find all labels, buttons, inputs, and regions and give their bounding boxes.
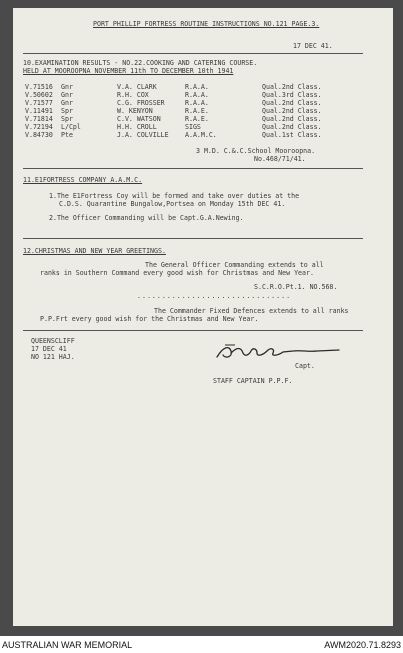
soldier-name: C.V. WATSON — [117, 115, 161, 123]
divider — [23, 53, 363, 54]
soldier-name: H.H. CROLL — [117, 123, 157, 131]
unit: R.A.A. — [185, 91, 209, 99]
document-date: 17 DEC 41. — [293, 42, 333, 50]
section-12-paragraph-2-cont: P.P.Frt every good wish for the Christmas and New Year. — [40, 315, 259, 323]
soldier-name: J.A. COLVILLE — [117, 131, 169, 139]
rank: Pte — [61, 131, 73, 139]
table-row — [13, 131, 393, 139]
signoff-rank: Capt. — [295, 362, 315, 370]
soldier-name: C.G. FROSSER — [117, 99, 165, 107]
rank: Spr — [61, 107, 73, 115]
result: Qual.2nd Class. — [262, 107, 322, 115]
result: Qual.3rd Class. — [262, 91, 322, 99]
section-11-heading: 11.E1FORTRESS COMPANY A.A.M.C. — [23, 176, 143, 184]
section-12-paragraph-1: The General Officer Commanding extends to all — [145, 261, 324, 269]
section-12-paragraph-1-cont: ranks in Southern Command every good wish for Christmas and New Year. — [40, 269, 314, 277]
unit: R.A.E. — [185, 115, 209, 123]
section-12-heading: 12.CHRISTMAS AND NEW YEAR GREETINGS. — [23, 247, 166, 255]
rank: Gnr — [61, 91, 73, 99]
result: Qual.2nd Class. — [262, 83, 322, 91]
table-row — [13, 91, 393, 99]
divider — [23, 168, 363, 169]
table-row — [13, 115, 393, 123]
divider — [23, 238, 363, 239]
course-reference: 3 M.D. C.&.C.School Mooroopna. — [196, 147, 316, 155]
rank: L/Cpl — [61, 123, 81, 131]
section-11-paragraph-1: 1.The E1Fortress Coy will be formed and take over duties at the — [49, 192, 300, 200]
result: Qual.2nd Class. — [262, 123, 322, 131]
service-number: V.71814 — [25, 115, 53, 123]
document-page — [13, 8, 393, 626]
service-number: V.50602 — [25, 91, 53, 99]
section-10-heading: 10.EXAMINATION RESULTS - NO.22.COOKING AND CATERING COURSE. — [23, 59, 258, 67]
document-title: PORT PHILLIP FORTRESS ROUTINE INSTRUCTIONS NO.121 PAGE.3. — [93, 20, 320, 28]
soldier-name: V.A. CLARK — [117, 83, 157, 91]
service-number: V.71516 — [25, 83, 53, 91]
archive-reference: AWM2020.71.8293 — [324, 640, 401, 650]
result: Qual.2nd Class. — [262, 99, 322, 107]
rank: Spr — [61, 115, 73, 123]
signoff-place: QUEENSCLIFF — [31, 337, 75, 345]
soldier-name: R.H. COX — [117, 91, 149, 99]
dotted-separator: ............................... — [137, 292, 292, 300]
result: Qual.2nd Class. — [262, 115, 322, 123]
unit: SIGS — [185, 123, 201, 131]
result: Qual.1st Class. — [262, 131, 322, 139]
service-number: V.72194 — [25, 123, 53, 131]
signoff-reference: NO 121 HAJ. — [31, 353, 75, 361]
unit: R.A.E. — [185, 107, 209, 115]
caption-bar — [0, 636, 403, 653]
table-row — [13, 83, 393, 91]
section-11-paragraph-1-cont: C.D.S. Quarantine Bungalow,Portsea on Monday 15th DEC 41. — [59, 200, 286, 208]
section-10-subheading: HELD AT MOOROOPNA NOVEMBER 11th TO DECEMBER 10th 1941 — [23, 67, 234, 75]
section-12-reference: S.C.R.O.Pt.1. NO.568. — [254, 283, 338, 291]
rank: Gnr — [61, 83, 73, 91]
section-12-paragraph-2: The Commander Fixed Defences extends to all ranks — [154, 307, 349, 315]
service-number: V.84730 — [25, 131, 53, 139]
course-reference-number: No.468/71/41. — [254, 155, 306, 163]
divider — [23, 330, 363, 331]
signoff-title: STAFF CAPTAIN P.P.F. — [213, 377, 293, 385]
service-number: V.11491 — [25, 107, 53, 115]
signoff-date: 17 DEC 41 — [31, 345, 67, 353]
unit: A.A.M.C. — [185, 131, 217, 139]
unit: R.A.A. — [185, 99, 209, 107]
unit: R.A.A. — [185, 83, 209, 91]
table-row — [13, 123, 393, 131]
table-row — [13, 99, 393, 107]
archive-name: AUSTRALIAN WAR MEMORIAL — [2, 640, 133, 650]
section-11-paragraph-2: 2.The Officer Commanding will be Capt.G.A.Newing. — [49, 214, 244, 222]
table-row — [13, 107, 393, 115]
signature — [213, 341, 343, 363]
service-number: V.71577 — [25, 99, 53, 107]
rank: Gnr — [61, 99, 73, 107]
soldier-name: W. KENYON — [117, 107, 153, 115]
